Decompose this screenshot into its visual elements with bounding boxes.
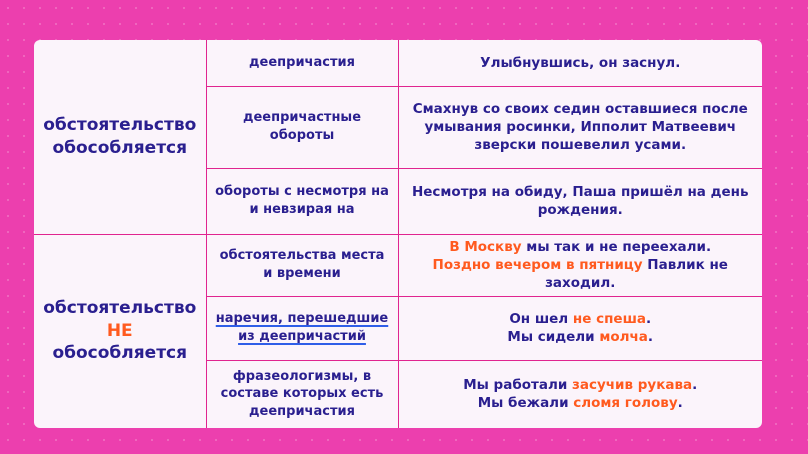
example-cell [398, 234, 762, 296]
rules-table [34, 40, 762, 428]
ne-label: НЕ [106, 320, 133, 341]
example-highlight: молча [599, 329, 648, 345]
example-line [407, 310, 755, 328]
example-line [407, 238, 755, 256]
example-text: мы так и не переехали. [521, 238, 712, 255]
example-line [407, 394, 755, 412]
example-text: . [647, 329, 654, 345]
example-highlight: не спеша [572, 310, 647, 327]
type-cell: деепричастия [206, 40, 398, 86]
example-text: Мы сидели [507, 329, 600, 345]
type-cell: фразеологизмы, в составе которых есть деепричастия [206, 360, 398, 428]
example-cell: Несмотря на обиду, Паша пришёл на день рождения. [398, 168, 762, 234]
category-isolated: обстоятельство обособляется [34, 40, 206, 234]
example-highlight: Поздно вечером в пятницу [432, 256, 643, 273]
table-row [34, 40, 762, 86]
category-not-isolated [34, 234, 206, 428]
example-text: . [677, 395, 683, 412]
table-row [34, 234, 762, 296]
example-highlight: В Москву [449, 238, 522, 255]
underlined-type-line: из деепричастий [238, 329, 366, 344]
type-cell: обороты с несмотря на и невзирая на [206, 168, 398, 234]
example-text: . [692, 377, 698, 394]
example-cell: Улыбнувшись, он заснул. [398, 40, 762, 86]
category-line: обособляется [52, 343, 188, 364]
example-text: Он шел [509, 310, 573, 327]
type-cell: деепричастные обороты [206, 86, 398, 168]
rules-table-card [34, 40, 762, 428]
example-text: . [646, 310, 652, 327]
category-line: обстоятельство [43, 297, 197, 318]
example-highlight: засучив рукава [572, 377, 693, 394]
type-cell-underlined [206, 296, 398, 360]
example-cell [398, 360, 762, 428]
example-line [407, 328, 755, 346]
example-text: Павлик не заходил. [545, 256, 728, 292]
example-text: Мы работали [463, 377, 573, 394]
example-cell: Смахнув со своих седин оставшиеся после умывания росинки, Ипполит Матвеевич зверски пошевелил усами. [398, 86, 762, 168]
example-line [407, 256, 755, 292]
example-text: Мы бежали [477, 395, 574, 412]
type-cell: обстоятельства места и времени [206, 234, 398, 296]
underlined-type-line: наречия, перешедшие [215, 311, 389, 327]
example-highlight: сломя голову [573, 395, 678, 412]
example-line [407, 376, 755, 394]
example-cell [398, 296, 762, 360]
